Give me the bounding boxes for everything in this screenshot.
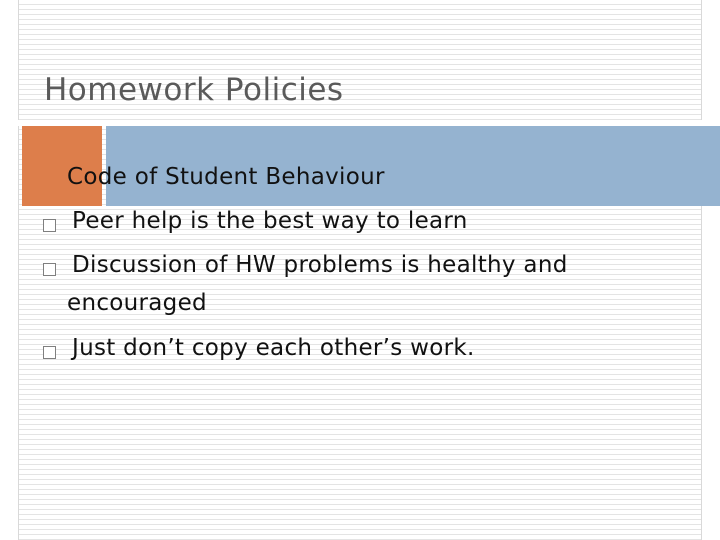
bullet-item-continuation: encouraged bbox=[67, 290, 207, 316]
bullet-item: Peer help is the best way to learn bbox=[72, 208, 468, 234]
bullet-item: Just don’t copy each other’s work. bbox=[72, 335, 475, 361]
section-heading: Code of Student Behaviour bbox=[67, 164, 385, 190]
slide-left-border bbox=[0, 0, 19, 540]
slide-right-border bbox=[701, 0, 720, 540]
checkbox-bullet-icon bbox=[43, 263, 56, 276]
slide-title: Homework Policies bbox=[44, 72, 344, 108]
bullet-item: Discussion of HW problems is healthy and bbox=[72, 252, 568, 278]
checkbox-bullet-icon bbox=[43, 219, 56, 232]
checkbox-bullet-icon bbox=[43, 346, 56, 359]
